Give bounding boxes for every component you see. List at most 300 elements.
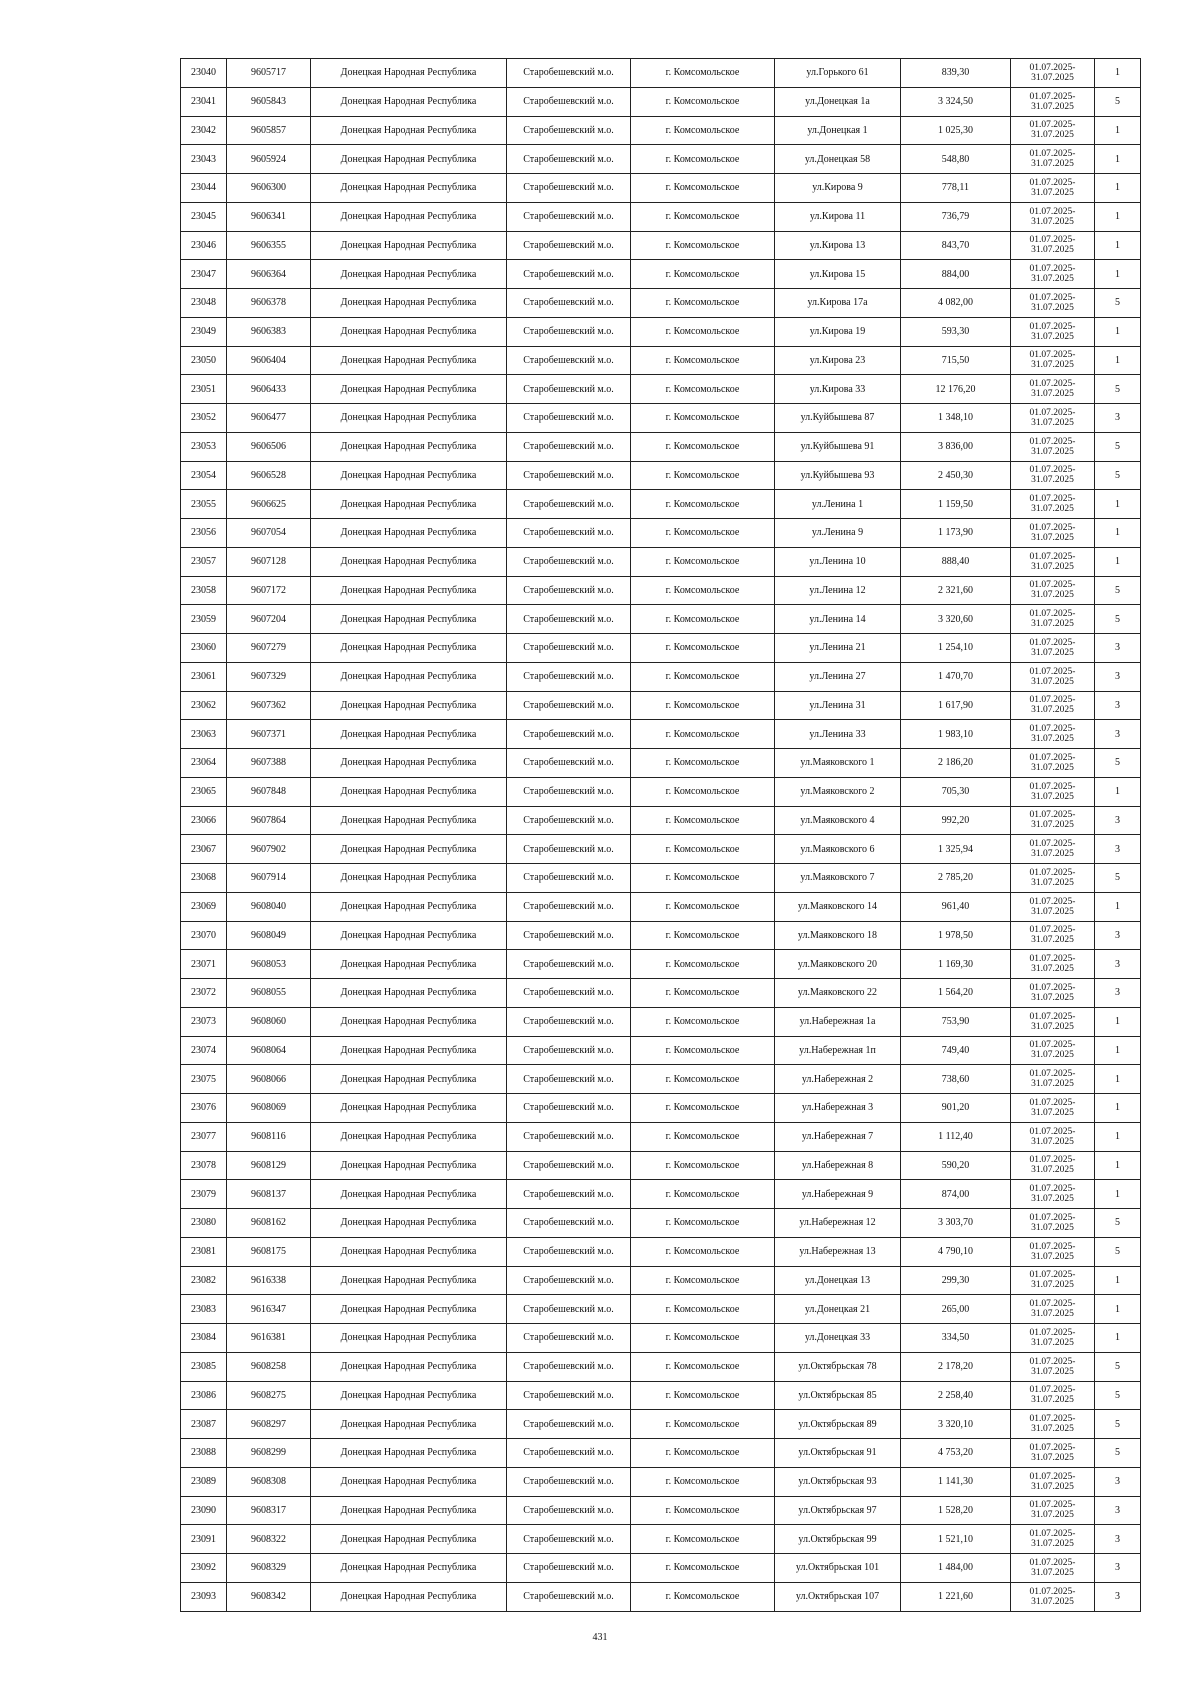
region-name: Донецкая Народная Республика — [311, 404, 507, 433]
category-value: 5 — [1095, 432, 1141, 461]
region-name: Донецкая Народная Республика — [311, 634, 507, 663]
table-row — [181, 231, 1141, 260]
area-value: 3 320,10 — [901, 1410, 1011, 1439]
period-cell: 01.07.2025-31.07.2025 — [1011, 1525, 1095, 1554]
table-row — [181, 662, 1141, 691]
row-number: 23075 — [181, 1065, 227, 1094]
object-code: 9606625 — [227, 490, 311, 519]
district-name: Старобешевский м.о. — [507, 605, 631, 634]
category-value: 1 — [1095, 1036, 1141, 1065]
area-value: 2 785,20 — [901, 864, 1011, 893]
region-name: Донецкая Народная Республика — [311, 145, 507, 174]
city-name: г. Комсомольское — [631, 289, 775, 318]
period-cell: 01.07.2025-31.07.2025 — [1011, 662, 1095, 691]
city-name: г. Комсомольское — [631, 950, 775, 979]
area-value: 1 221,60 — [901, 1582, 1011, 1611]
area-value: 874,00 — [901, 1180, 1011, 1209]
city-name: г. Комсомольское — [631, 145, 775, 174]
row-number: 23074 — [181, 1036, 227, 1065]
row-number: 23077 — [181, 1122, 227, 1151]
object-code: 9608329 — [227, 1554, 311, 1583]
region-name: Донецкая Народная Республика — [311, 1496, 507, 1525]
city-name: г. Комсомольское — [631, 1295, 775, 1324]
street-address: ул.Октябрьская 97 — [775, 1496, 901, 1525]
city-name: г. Комсомольское — [631, 921, 775, 950]
registry-table — [180, 58, 1141, 1612]
table-row — [181, 892, 1141, 921]
row-number: 23078 — [181, 1151, 227, 1180]
row-number: 23088 — [181, 1439, 227, 1468]
period-cell: 01.07.2025-31.07.2025 — [1011, 1439, 1095, 1468]
category-value: 1 — [1095, 777, 1141, 806]
area-value: 715,50 — [901, 346, 1011, 375]
street-address: ул.Донецкая 21 — [775, 1295, 901, 1324]
district-name: Старобешевский м.о. — [507, 806, 631, 835]
period-cell: 01.07.2025-31.07.2025 — [1011, 1094, 1095, 1123]
row-number: 23070 — [181, 921, 227, 950]
category-value: 3 — [1095, 1554, 1141, 1583]
district-name: Старобешевский м.о. — [507, 1352, 631, 1381]
area-value: 4 753,20 — [901, 1439, 1011, 1468]
table-row — [181, 432, 1141, 461]
region-name: Донецкая Народная Республика — [311, 231, 507, 260]
table-row — [181, 87, 1141, 116]
district-name: Старобешевский м.о. — [507, 1209, 631, 1238]
area-value: 1 983,10 — [901, 720, 1011, 749]
city-name: г. Комсомольское — [631, 806, 775, 835]
category-value: 3 — [1095, 1467, 1141, 1496]
region-name: Донецкая Народная Республика — [311, 260, 507, 289]
city-name: г. Комсомольское — [631, 634, 775, 663]
object-code: 9607848 — [227, 777, 311, 806]
street-address: ул.Маяковского 20 — [775, 950, 901, 979]
object-code: 9606506 — [227, 432, 311, 461]
city-name: г. Комсомольское — [631, 1324, 775, 1353]
category-value: 3 — [1095, 634, 1141, 663]
region-name: Донецкая Народная Республика — [311, 1525, 507, 1554]
category-value: 3 — [1095, 662, 1141, 691]
area-value: 4 082,00 — [901, 289, 1011, 318]
street-address: ул.Донецкая 1 — [775, 116, 901, 145]
page-number: 431 — [592, 1632, 608, 1643]
table-row — [181, 547, 1141, 576]
district-name: Старобешевский м.о. — [507, 432, 631, 461]
category-value: 3 — [1095, 950, 1141, 979]
object-code: 9608116 — [227, 1122, 311, 1151]
area-value: 1 564,20 — [901, 979, 1011, 1008]
district-name: Старобешевский м.о. — [507, 59, 631, 88]
table-row — [181, 490, 1141, 519]
table-row — [181, 605, 1141, 634]
street-address: ул.Маяковского 14 — [775, 892, 901, 921]
region-name: Донецкая Народная Республика — [311, 1352, 507, 1381]
city-name: г. Комсомольское — [631, 202, 775, 231]
region-name: Донецкая Народная Республика — [311, 1122, 507, 1151]
row-number: 23056 — [181, 519, 227, 548]
row-number: 23055 — [181, 490, 227, 519]
district-name: Старобешевский м.о. — [507, 202, 631, 231]
area-value: 1 521,10 — [901, 1525, 1011, 1554]
period-cell: 01.07.2025-31.07.2025 — [1011, 1295, 1095, 1324]
district-name: Старобешевский м.о. — [507, 1496, 631, 1525]
table-row — [181, 1065, 1141, 1094]
region-name: Донецкая Народная Республика — [311, 432, 507, 461]
object-code: 9608258 — [227, 1352, 311, 1381]
table-row — [181, 1295, 1141, 1324]
table-row — [181, 289, 1141, 318]
street-address: ул.Горького 61 — [775, 59, 901, 88]
district-name: Старобешевский м.о. — [507, 1410, 631, 1439]
area-value: 593,30 — [901, 317, 1011, 346]
category-value: 3 — [1095, 1525, 1141, 1554]
area-value: 1 470,70 — [901, 662, 1011, 691]
street-address: ул.Октябрьская 89 — [775, 1410, 901, 1439]
object-code: 9608129 — [227, 1151, 311, 1180]
street-address: ул.Набережная 8 — [775, 1151, 901, 1180]
period-cell: 01.07.2025-31.07.2025 — [1011, 1007, 1095, 1036]
period-cell: 01.07.2025-31.07.2025 — [1011, 1496, 1095, 1525]
category-value: 5 — [1095, 289, 1141, 318]
row-number: 23042 — [181, 116, 227, 145]
period-cell: 01.07.2025-31.07.2025 — [1011, 1554, 1095, 1583]
row-number: 23087 — [181, 1410, 227, 1439]
district-name: Старобешевский м.о. — [507, 317, 631, 346]
district-name: Старобешевский м.о. — [507, 231, 631, 260]
district-name: Старобешевский м.о. — [507, 1151, 631, 1180]
street-address: ул.Маяковского 1 — [775, 749, 901, 778]
area-value: 888,40 — [901, 547, 1011, 576]
row-number: 23091 — [181, 1525, 227, 1554]
district-name: Старобешевский м.о. — [507, 921, 631, 950]
category-value: 3 — [1095, 404, 1141, 433]
category-value: 3 — [1095, 979, 1141, 1008]
row-number: 23051 — [181, 375, 227, 404]
region-name: Донецкая Народная Республика — [311, 202, 507, 231]
table-row — [181, 116, 1141, 145]
area-value: 2 178,20 — [901, 1352, 1011, 1381]
street-address: ул.Куйбышева 93 — [775, 461, 901, 490]
city-name: г. Комсомольское — [631, 1036, 775, 1065]
table-row — [181, 1237, 1141, 1266]
street-address: ул.Ленина 1 — [775, 490, 901, 519]
row-number: 23068 — [181, 864, 227, 893]
street-address: ул.Набережная 7 — [775, 1122, 901, 1151]
object-code: 9605717 — [227, 59, 311, 88]
district-name: Старобешевский м.о. — [507, 1237, 631, 1266]
area-value: 839,30 — [901, 59, 1011, 88]
district-name: Старобешевский м.о. — [507, 634, 631, 663]
district-name: Старобешевский м.о. — [507, 87, 631, 116]
region-name: Донецкая Народная Республика — [311, 1094, 507, 1123]
object-code: 9606341 — [227, 202, 311, 231]
row-number: 23080 — [181, 1209, 227, 1238]
street-address: ул.Октябрьская 78 — [775, 1352, 901, 1381]
district-name: Старобешевский м.о. — [507, 404, 631, 433]
object-code: 9608275 — [227, 1381, 311, 1410]
period-cell: 01.07.2025-31.07.2025 — [1011, 1467, 1095, 1496]
city-name: г. Комсомольское — [631, 1410, 775, 1439]
street-address: ул.Кирова 11 — [775, 202, 901, 231]
region-name: Донецкая Народная Республика — [311, 1180, 507, 1209]
period-cell: 01.07.2025-31.07.2025 — [1011, 547, 1095, 576]
district-name: Старобешевский м.о. — [507, 979, 631, 1008]
period-cell: 01.07.2025-31.07.2025 — [1011, 202, 1095, 231]
region-name: Донецкая Народная Республика — [311, 605, 507, 634]
city-name: г. Комсомольское — [631, 576, 775, 605]
period-cell: 01.07.2025-31.07.2025 — [1011, 576, 1095, 605]
table-row — [181, 59, 1141, 88]
city-name: г. Комсомольское — [631, 835, 775, 864]
object-code: 9608137 — [227, 1180, 311, 1209]
row-number: 23067 — [181, 835, 227, 864]
table-row — [181, 317, 1141, 346]
table-row — [181, 1266, 1141, 1295]
table-row — [181, 864, 1141, 893]
street-address: ул.Ленина 33 — [775, 720, 901, 749]
area-value: 3 320,60 — [901, 605, 1011, 634]
period-cell: 01.07.2025-31.07.2025 — [1011, 777, 1095, 806]
district-name: Старобешевский м.о. — [507, 749, 631, 778]
city-name: г. Комсомольское — [631, 59, 775, 88]
district-name: Старобешевский м.о. — [507, 145, 631, 174]
district-name: Старобешевский м.о. — [507, 950, 631, 979]
object-code: 9605924 — [227, 145, 311, 174]
object-code: 9606364 — [227, 260, 311, 289]
city-name: г. Комсомольское — [631, 1094, 775, 1123]
region-name: Донецкая Народная Республика — [311, 519, 507, 548]
area-value: 3 836,00 — [901, 432, 1011, 461]
object-code: 9606355 — [227, 231, 311, 260]
period-cell: 01.07.2025-31.07.2025 — [1011, 1180, 1095, 1209]
row-number: 23092 — [181, 1554, 227, 1583]
city-name: г. Комсомольское — [631, 749, 775, 778]
object-code: 9606404 — [227, 346, 311, 375]
period-cell: 01.07.2025-31.07.2025 — [1011, 1352, 1095, 1381]
area-value: 334,50 — [901, 1324, 1011, 1353]
region-name: Донецкая Народная Республика — [311, 289, 507, 318]
area-value: 778,11 — [901, 174, 1011, 203]
object-code: 9608064 — [227, 1036, 311, 1065]
category-value: 1 — [1095, 490, 1141, 519]
row-number: 23066 — [181, 806, 227, 835]
district-name: Старобешевский м.о. — [507, 662, 631, 691]
region-name: Донецкая Народная Республика — [311, 87, 507, 116]
category-value: 1 — [1095, 547, 1141, 576]
object-code: 9607362 — [227, 691, 311, 720]
street-address: ул.Ленина 27 — [775, 662, 901, 691]
period-cell: 01.07.2025-31.07.2025 — [1011, 404, 1095, 433]
district-name: Старобешевский м.о. — [507, 1266, 631, 1295]
category-value: 1 — [1095, 59, 1141, 88]
category-value: 5 — [1095, 375, 1141, 404]
city-name: г. Комсомольское — [631, 1381, 775, 1410]
city-name: г. Комсомольское — [631, 1467, 775, 1496]
city-name: г. Комсомольское — [631, 317, 775, 346]
street-address: ул.Ленина 31 — [775, 691, 901, 720]
district-name: Старобешевский м.о. — [507, 1094, 631, 1123]
region-name: Донецкая Народная Республика — [311, 921, 507, 950]
city-name: г. Комсомольское — [631, 864, 775, 893]
row-number: 23089 — [181, 1467, 227, 1496]
area-value: 2 258,40 — [901, 1381, 1011, 1410]
row-number: 23069 — [181, 892, 227, 921]
district-name: Старобешевский м.о. — [507, 1295, 631, 1324]
period-cell: 01.07.2025-31.07.2025 — [1011, 921, 1095, 950]
city-name: г. Комсомольское — [631, 1582, 775, 1611]
area-value: 299,30 — [901, 1266, 1011, 1295]
table-row — [181, 375, 1141, 404]
table-row — [181, 835, 1141, 864]
period-cell: 01.07.2025-31.07.2025 — [1011, 145, 1095, 174]
district-name: Старобешевский м.о. — [507, 174, 631, 203]
period-cell: 01.07.2025-31.07.2025 — [1011, 979, 1095, 1008]
table-row — [181, 921, 1141, 950]
district-name: Старобешевский м.о. — [507, 1439, 631, 1468]
city-name: г. Комсомольское — [631, 260, 775, 289]
row-number: 23082 — [181, 1266, 227, 1295]
city-name: г. Комсомольское — [631, 375, 775, 404]
object-code: 9607204 — [227, 605, 311, 634]
category-value: 1 — [1095, 116, 1141, 145]
district-name: Старобешевский м.о. — [507, 375, 631, 404]
object-code: 9608317 — [227, 1496, 311, 1525]
region-name: Донецкая Народная Республика — [311, 720, 507, 749]
category-value: 3 — [1095, 835, 1141, 864]
row-number: 23052 — [181, 404, 227, 433]
city-name: г. Комсомольское — [631, 116, 775, 145]
area-value: 3 303,70 — [901, 1209, 1011, 1238]
category-value: 1 — [1095, 317, 1141, 346]
street-address: ул.Донецкая 1а — [775, 87, 901, 116]
category-value: 5 — [1095, 1381, 1141, 1410]
category-value: 1 — [1095, 174, 1141, 203]
area-value: 1 159,50 — [901, 490, 1011, 519]
object-code: 9608308 — [227, 1467, 311, 1496]
region-name: Донецкая Народная Республика — [311, 1467, 507, 1496]
object-code: 9608322 — [227, 1525, 311, 1554]
object-code: 9608162 — [227, 1209, 311, 1238]
district-name: Старобешевский м.о. — [507, 720, 631, 749]
region-name: Донецкая Народная Республика — [311, 1237, 507, 1266]
category-value: 1 — [1095, 231, 1141, 260]
period-cell: 01.07.2025-31.07.2025 — [1011, 289, 1095, 318]
table-row — [181, 720, 1141, 749]
category-value: 5 — [1095, 87, 1141, 116]
area-value: 1 617,90 — [901, 691, 1011, 720]
city-name: г. Комсомольское — [631, 1266, 775, 1295]
area-value: 2 450,30 — [901, 461, 1011, 490]
street-address: ул.Кирова 15 — [775, 260, 901, 289]
row-number: 23057 — [181, 547, 227, 576]
object-code: 9608066 — [227, 1065, 311, 1094]
city-name: г. Комсомольское — [631, 1007, 775, 1036]
table-row — [181, 1554, 1141, 1583]
street-address: ул.Набережная 9 — [775, 1180, 901, 1209]
area-value: 736,79 — [901, 202, 1011, 231]
row-number: 23059 — [181, 605, 227, 634]
city-name: г. Комсомольское — [631, 777, 775, 806]
city-name: г. Комсомольское — [631, 519, 775, 548]
row-number: 23062 — [181, 691, 227, 720]
region-name: Донецкая Народная Республика — [311, 1582, 507, 1611]
object-code: 9607172 — [227, 576, 311, 605]
city-name: г. Комсомольское — [631, 662, 775, 691]
category-value: 5 — [1095, 1237, 1141, 1266]
period-cell: 01.07.2025-31.07.2025 — [1011, 260, 1095, 289]
region-name: Донецкая Народная Республика — [311, 346, 507, 375]
category-value: 1 — [1095, 1065, 1141, 1094]
object-code: 9616381 — [227, 1324, 311, 1353]
city-name: г. Комсомольское — [631, 1151, 775, 1180]
row-number: 23081 — [181, 1237, 227, 1266]
region-name: Донецкая Народная Республика — [311, 1410, 507, 1439]
area-value: 884,00 — [901, 260, 1011, 289]
street-address: ул.Ленина 14 — [775, 605, 901, 634]
table-row — [181, 1352, 1141, 1381]
region-name: Донецкая Народная Республика — [311, 892, 507, 921]
period-cell: 01.07.2025-31.07.2025 — [1011, 1324, 1095, 1353]
table-row — [181, 174, 1141, 203]
area-value: 265,00 — [901, 1295, 1011, 1324]
region-name: Донецкая Народная Республика — [311, 1036, 507, 1065]
category-value: 1 — [1095, 202, 1141, 231]
table-row — [181, 260, 1141, 289]
district-name: Старобешевский м.о. — [507, 346, 631, 375]
street-address: ул.Кирова 33 — [775, 375, 901, 404]
region-name: Донецкая Народная Республика — [311, 461, 507, 490]
table-row — [181, 634, 1141, 663]
table-row — [181, 806, 1141, 835]
table-row — [181, 461, 1141, 490]
city-name: г. Комсомольское — [631, 1237, 775, 1266]
city-name: г. Комсомольское — [631, 490, 775, 519]
district-name: Старобешевский м.о. — [507, 1525, 631, 1554]
row-number: 23084 — [181, 1324, 227, 1353]
region-name: Донецкая Народная Республика — [311, 1151, 507, 1180]
area-value: 590,20 — [901, 1151, 1011, 1180]
district-name: Старобешевский м.о. — [507, 519, 631, 548]
street-address: ул.Октябрьская 101 — [775, 1554, 901, 1583]
table-row — [181, 145, 1141, 174]
area-value: 1 254,10 — [901, 634, 1011, 663]
category-value: 1 — [1095, 145, 1141, 174]
object-code: 9607128 — [227, 547, 311, 576]
period-cell: 01.07.2025-31.07.2025 — [1011, 346, 1095, 375]
area-value: 1 978,50 — [901, 921, 1011, 950]
district-name: Старобешевский м.о. — [507, 1467, 631, 1496]
street-address: ул.Куйбышева 87 — [775, 404, 901, 433]
city-name: г. Комсомольское — [631, 605, 775, 634]
district-name: Старобешевский м.о. — [507, 116, 631, 145]
area-value: 2 321,60 — [901, 576, 1011, 605]
street-address: ул.Октябрьская 93 — [775, 1467, 901, 1496]
category-value: 1 — [1095, 1094, 1141, 1123]
street-address: ул.Донецкая 33 — [775, 1324, 901, 1353]
category-value: 5 — [1095, 1352, 1141, 1381]
category-value: 3 — [1095, 1582, 1141, 1611]
city-name: г. Комсомольское — [631, 979, 775, 1008]
region-name: Донецкая Народная Республика — [311, 691, 507, 720]
street-address: ул.Октябрьская 99 — [775, 1525, 901, 1554]
district-name: Старобешевский м.о. — [507, 1180, 631, 1209]
row-number: 23073 — [181, 1007, 227, 1036]
table-row — [181, 576, 1141, 605]
category-value: 3 — [1095, 1496, 1141, 1525]
area-value: 738,60 — [901, 1065, 1011, 1094]
row-number: 23050 — [181, 346, 227, 375]
object-code: 9606433 — [227, 375, 311, 404]
area-value: 3 324,50 — [901, 87, 1011, 116]
